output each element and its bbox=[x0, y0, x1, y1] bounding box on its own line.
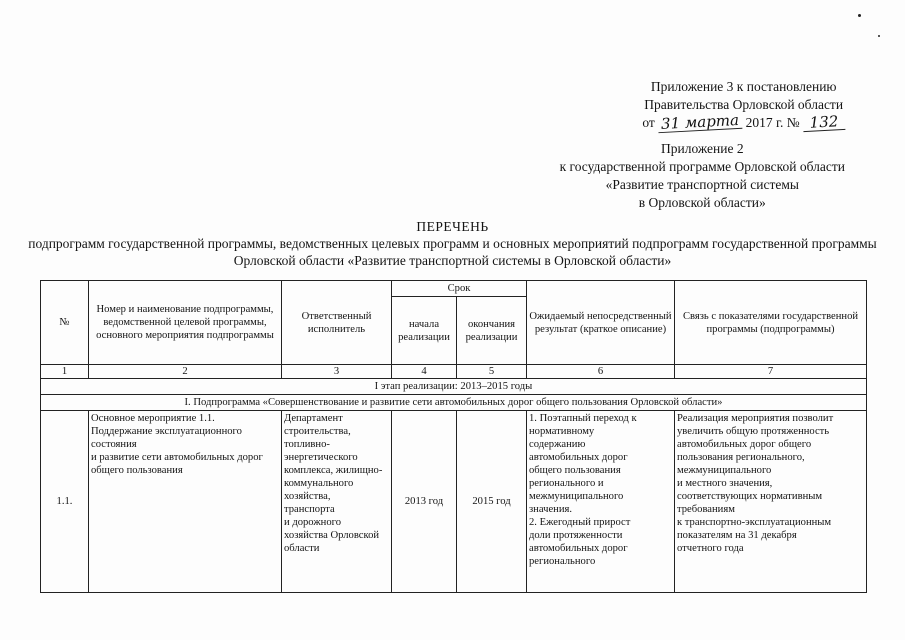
row-responsible-line: и дорожного bbox=[284, 517, 341, 528]
stage-row bbox=[41, 379, 867, 395]
row-result-line: доли протяженности bbox=[529, 530, 623, 541]
row-link-line: пользования регионального, bbox=[677, 452, 805, 463]
row-link-line: Реализация мероприятия позволит bbox=[677, 413, 834, 424]
row-responsible-line: Департамент bbox=[284, 413, 343, 424]
scan-speck bbox=[878, 35, 880, 37]
row-responsible-line: хозяйства Орловской bbox=[284, 530, 380, 541]
row-link-line: межмуниципального bbox=[677, 465, 772, 476]
appendix-date-line bbox=[642, 110, 845, 134]
row-result-line: межмуниципального bbox=[529, 491, 624, 502]
column-number: 2 bbox=[89, 365, 282, 379]
table-header-row bbox=[41, 281, 867, 297]
row-link-line: к транспортно-эксплуатационным bbox=[677, 517, 832, 528]
row-result-line: автомобильных дорог bbox=[529, 543, 628, 554]
appendix2-line-1: Приложение 2 bbox=[660, 141, 744, 156]
row-link-line: отчетного года bbox=[677, 543, 744, 554]
header-result: Ожидаемый непосредственный результат (краткое описание) bbox=[527, 281, 675, 365]
row-link-line: соответствующих нормативным bbox=[677, 491, 823, 502]
row-link-line: показателям на 31 декабря bbox=[677, 530, 797, 541]
subprogram-row bbox=[41, 395, 867, 411]
row-name-line: Основное мероприятие 1.1. bbox=[91, 413, 215, 424]
row-end: 2015 год bbox=[457, 411, 527, 593]
row-responsible-line: транспорта bbox=[284, 504, 335, 515]
subprogram-label: I. Подпрограмма «Совершенствование и развитие сети автомобильных дорог общего пользования Орловской области» bbox=[41, 395, 867, 411]
row-result-line: регионального bbox=[529, 556, 596, 567]
row-link-line: увеличить общую протяженность bbox=[677, 426, 830, 437]
handwritten-number: 132 bbox=[803, 113, 846, 132]
row-link-line: требованиям bbox=[677, 504, 735, 515]
document-title: ПЕРЕЧЕНЬ bbox=[416, 219, 489, 234]
row-result-line: автомобильных дорог bbox=[529, 452, 628, 463]
programs-table bbox=[40, 280, 867, 593]
row-result-line: значения. bbox=[529, 504, 573, 515]
row-link-line: автомобильных дорог общего bbox=[677, 439, 812, 450]
scan-speck bbox=[858, 14, 861, 17]
row-num: 1.1. bbox=[41, 411, 89, 593]
row-result bbox=[527, 411, 675, 593]
appendix-line-2: Правительства Орловской области bbox=[644, 97, 844, 112]
row-name bbox=[89, 411, 282, 593]
row-result-line: общего пользования bbox=[529, 465, 621, 476]
appendix2-line-3: «Развитие транспортной системы bbox=[605, 177, 799, 192]
column-number-row bbox=[41, 365, 867, 379]
header-start: начала реализации bbox=[392, 297, 457, 365]
header-link: Связь с показателями государственной программы (подпрограммы) bbox=[675, 281, 867, 365]
row-link-line: и местного значения, bbox=[677, 478, 773, 489]
appendix-line-1: Приложение 3 к постановлению bbox=[650, 79, 837, 94]
row-result-line: нормативному bbox=[529, 426, 595, 437]
row-responsible bbox=[282, 411, 392, 593]
row-responsible-line: комплекса, жилищно- bbox=[284, 465, 383, 476]
row-responsible-line: энергетического bbox=[284, 452, 358, 463]
row-start: 2013 год bbox=[392, 411, 457, 593]
row-result-line: 1. Поэтапный переход к bbox=[529, 413, 637, 424]
header-responsible: Ответственный исполнитель bbox=[282, 281, 392, 365]
appendix-date-prefix: от bbox=[642, 115, 655, 130]
row-result-line: 2. Ежегодный прирост bbox=[529, 517, 631, 528]
column-number: 3 bbox=[282, 365, 392, 379]
header-num: № bbox=[41, 281, 89, 365]
column-number: 4 bbox=[392, 365, 457, 379]
row-result-line: регионального и bbox=[529, 478, 604, 489]
column-number: 1 bbox=[41, 365, 89, 379]
column-number: 6 bbox=[527, 365, 675, 379]
appendix-header bbox=[642, 78, 845, 132]
table-row bbox=[41, 411, 867, 593]
document-subtitle: подпрограмм государственной программы, ведомственных целевых программ и основных мероприятий подпрограмм государственной программы Орловской области «Развитие транспортной системы в Орловской области» bbox=[28, 236, 877, 268]
row-name-line: Поддержание эксплуатационного состояния bbox=[91, 426, 242, 450]
column-number: 7 bbox=[675, 365, 867, 379]
header-term: Срок bbox=[392, 281, 527, 297]
appendix2-line-2: к государственной программе Орловской области bbox=[559, 159, 845, 174]
row-responsible-line: строительства, bbox=[284, 426, 351, 437]
handwritten-date: 31 марта bbox=[658, 112, 743, 133]
row-responsible-line: области bbox=[284, 543, 320, 554]
appendix2-header bbox=[560, 140, 845, 212]
row-responsible-line: коммунального bbox=[284, 478, 354, 489]
row-link bbox=[675, 411, 867, 593]
row-responsible-line: хозяйства, bbox=[284, 491, 331, 502]
appendix-year-text: 2017 г. № bbox=[745, 115, 800, 130]
document-heading bbox=[20, 218, 885, 269]
row-name-line: и развитие сети автомобильных дорог общего пользования bbox=[91, 452, 263, 476]
header-name: Номер и наименование подпрограммы, ведомственной целевой программы, основного мероприятия подпрограммы bbox=[89, 281, 282, 365]
row-responsible-line: топливно- bbox=[284, 439, 330, 450]
column-number: 5 bbox=[457, 365, 527, 379]
stage-label: I этап реализации: 2013–2015 годы bbox=[41, 379, 867, 395]
row-result-line: содержанию bbox=[529, 439, 586, 450]
header-end: окончания реализации bbox=[457, 297, 527, 365]
appendix2-line-4: в Орловской области» bbox=[638, 195, 766, 210]
